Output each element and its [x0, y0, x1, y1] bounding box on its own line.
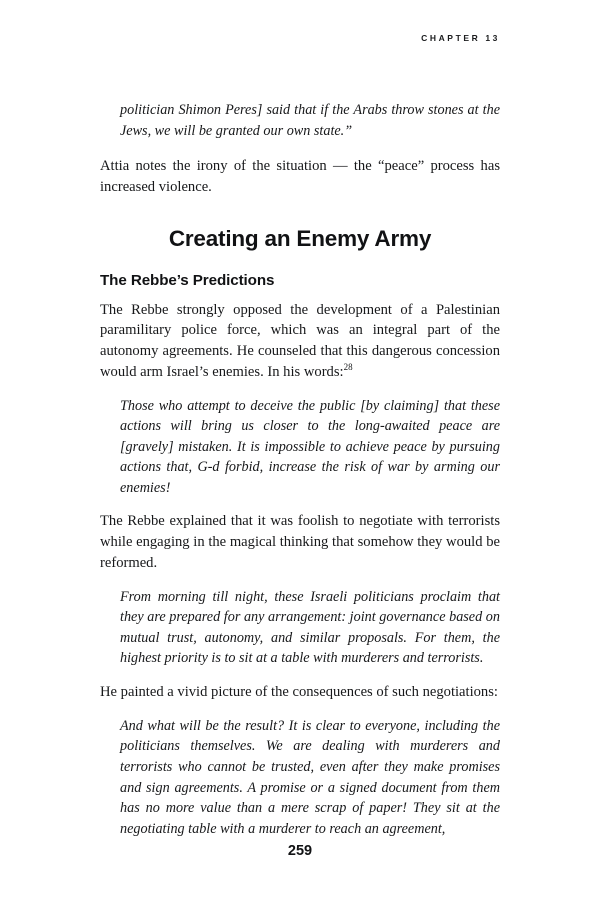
- blockquote-morning-till-night: From morning till night, these Israeli politicians proclaim that they are prepared for any arrangement: joint governance based on mutual trust, autonomy, and similar proposals. For them, the highest priority is to sit at a table with murderers and terrorists.: [120, 588, 500, 667]
- blockquote-deceive-public: Those who attempt to deceive the public [by claiming] that these actions will bring us closer to the long-awaited peace are [gravely] mistaken. It is impossible to achieve peace by pursuing actions that, G-d forbid, increase the risk of war by arming our enemies!: [120, 397, 500, 496]
- blockquote-continued: politician Shimon Peres] said that if the Arabs throw stones at the Jews, we will be granted our own state.”: [120, 102, 500, 139]
- page-content: [100, 100, 500, 852]
- section-title: Creating an Enemy Army: [168, 225, 432, 251]
- subsection-title: The Rebbe’s Predictions: [100, 271, 275, 289]
- page-number: 259: [287, 843, 313, 859]
- paragraph-foolish-negotiate: The Rebbe explained that it was foolish to negotiate with terrorists while engaging in the magical thinking that somehow they would be reformed.: [100, 513, 500, 571]
- paragraph-rebbe-opposed: [100, 300, 500, 383]
- blockquote-what-will-be-result: And what will be the result? It is clear to everyone, including the politicians themselves. We are dealing with murderers and terrorists who cannot be trusted, even after they make promises and sign agreements. A promise or a signed document from them has no more value than a mere scrap of paper! They sit at the negotiating table with a murderer to reach an agreement,: [120, 717, 500, 837]
- footnote-marker: 28: [343, 361, 353, 372]
- paragraph-attia-irony: Attia notes the irony of the situation — the “peace” process has increased violence.: [100, 158, 500, 195]
- running-head: CHAPTER 13: [421, 33, 500, 43]
- paragraph-rebbe-opposed-text: The Rebbe strongly opposed the development of a Palestinian paramilitary police force, which was an integral part of the autonomy agreements. He counseled that this dangerous concession would arm Israel’s enemies. In his words:: [100, 301, 500, 380]
- paragraph-vivid-picture: He painted a vivid picture of the consequences of such negotiations:: [100, 684, 498, 700]
